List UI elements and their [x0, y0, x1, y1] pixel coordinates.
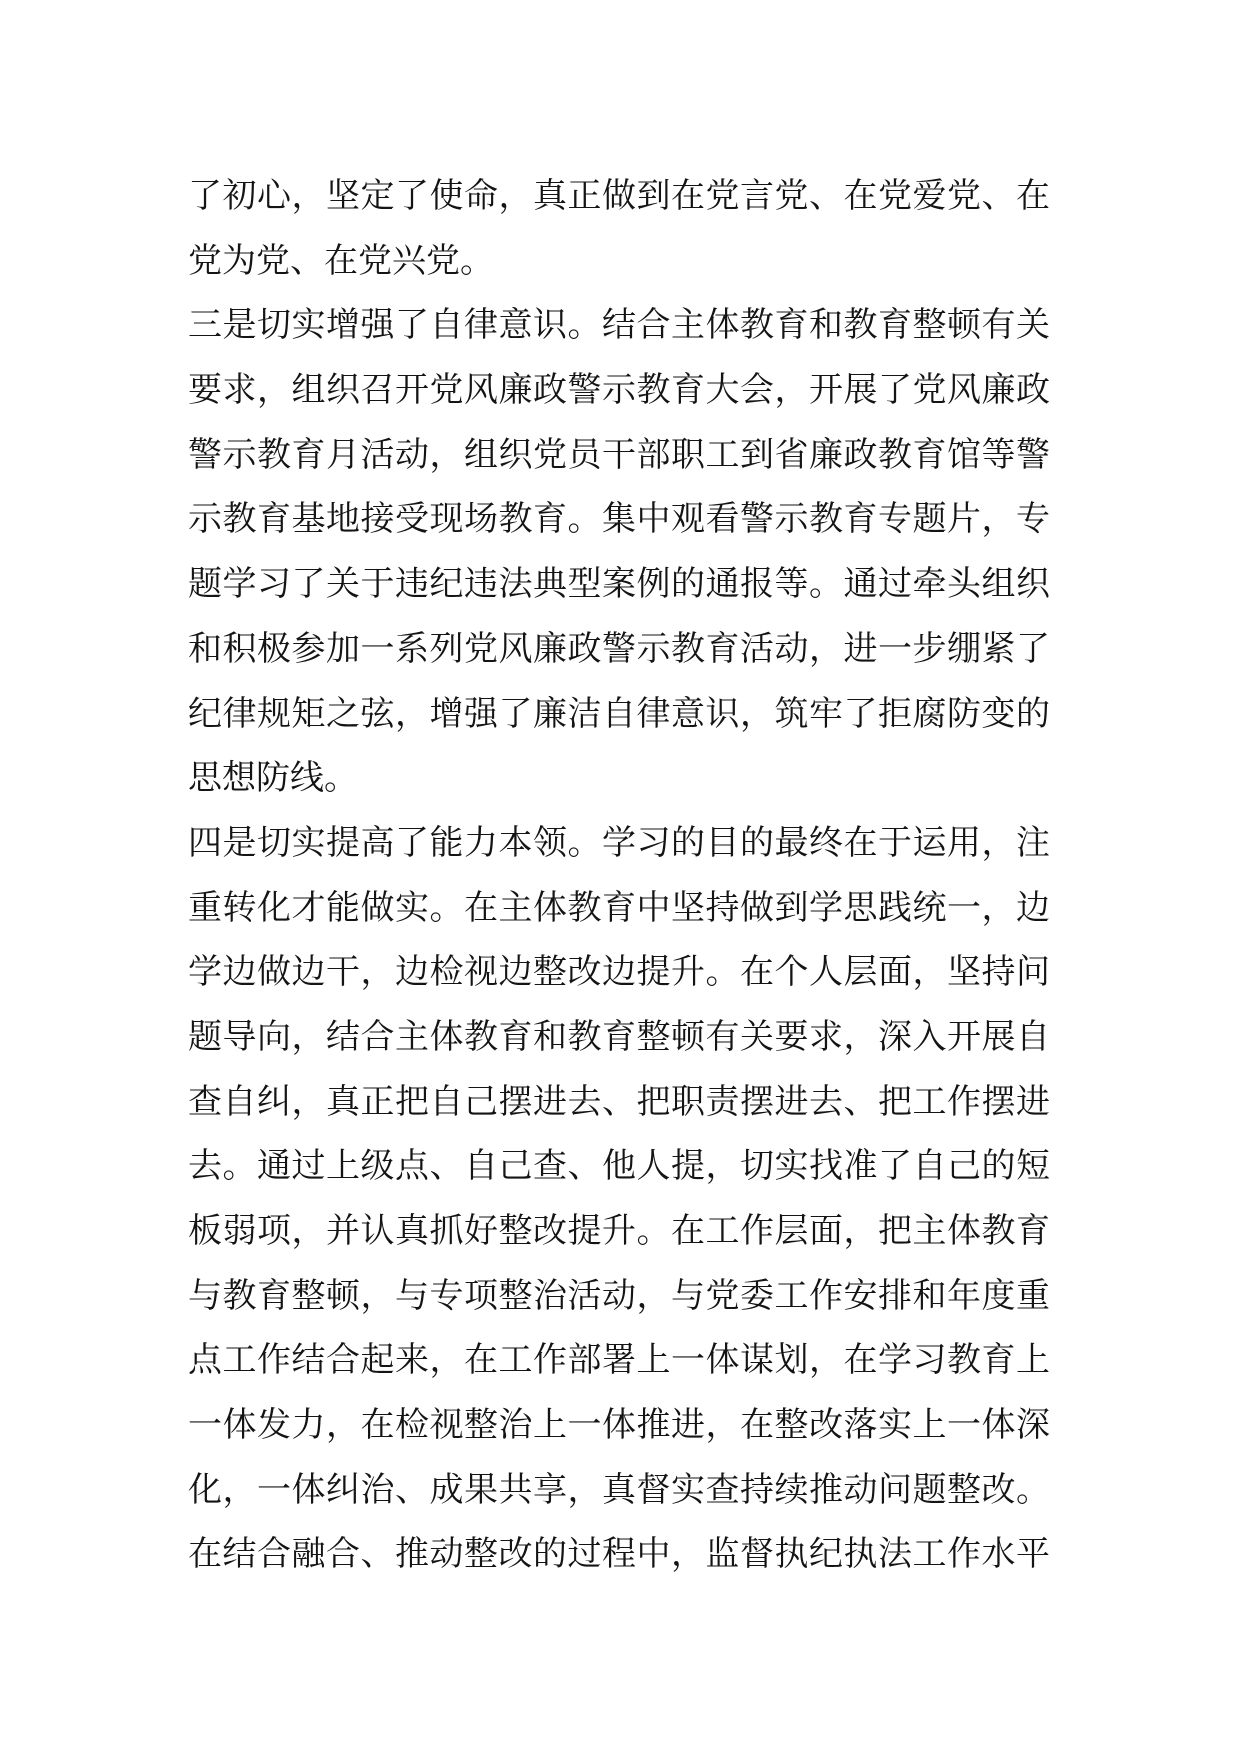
text-line: 重转化才能做实。在主体教育中坚持做到学思践统一，边 — [188, 887, 1050, 928]
text-line: 板弱项，并认真抓好整改提升。在工作层面，把主体教育 — [188, 1211, 1050, 1251]
text-line: 四是切实提高了能力本领。学习的目的最终在于运用，注 — [188, 822, 1050, 863]
text-line: 一体发力，在检视整治上一体推进，在整改落实上一体深 — [188, 1405, 1050, 1446]
body-text — [188, 164, 1050, 1587]
text-line: 纪律规矩之弦，增强了廉洁自律意识，筑牢了拒腐防变的 — [188, 693, 1050, 734]
text-line: 题导向，结合主体教育和教育整顿有关要求，深入开展自 — [188, 1016, 1050, 1057]
text-line: 学边做边干，边检视边整改边提升。在个人层面，坚持问 — [188, 952, 1050, 993]
text-line: 去。通过上级点、自己查、他人提，切实找准了自己的短 — [188, 1146, 1050, 1187]
text-line: 要求，组织召开党风廉政警示教育大会，开展了党风廉政 — [188, 370, 1050, 411]
text-line: 思想防线。 — [188, 758, 358, 799]
text-line: 了初心，坚定了使命，真正做到在党言党、在党爱党、在 — [188, 176, 1050, 216]
paragraph-self-discipline — [188, 293, 1050, 811]
text-line: 题学习了关于违纪违法典型案例的通报等。通过牵头组织 — [188, 564, 1050, 605]
text-line: 在结合融合、推动整改的过程中，监督执纪执法工作水平 — [188, 1534, 1050, 1575]
text-line: 点工作结合起来，在工作部署上一体谋划，在学习教育上 — [188, 1340, 1050, 1381]
text-line: 查自纠，真正把自己摆进去、把职责摆进去、把工作摆进 — [188, 1081, 1050, 1122]
text-line: 警示教育月活动，组织党员干部职工到省廉政教育馆等警 — [188, 434, 1050, 475]
paragraph-continuation — [188, 164, 1050, 293]
paragraph-capability — [188, 811, 1050, 1587]
text-line: 和积极参加一系列党风廉政警示教育活动，进一步绷紧了 — [188, 628, 1050, 669]
text-line: 三是切实增强了自律意识。结合主体教育和教育整顿有关 — [188, 305, 1050, 346]
text-line: 化，一体纠治、成果共享，真督实查持续推动问题整改。 — [188, 1469, 1050, 1510]
text-line: 示教育基地接受现场教育。集中观看警示教育专题片，专 — [188, 499, 1050, 540]
text-line: 与教育整顿，与专项整治活动，与党委工作安排和年度重 — [188, 1275, 1050, 1316]
text-line: 党为党、在党兴党。 — [188, 240, 494, 281]
